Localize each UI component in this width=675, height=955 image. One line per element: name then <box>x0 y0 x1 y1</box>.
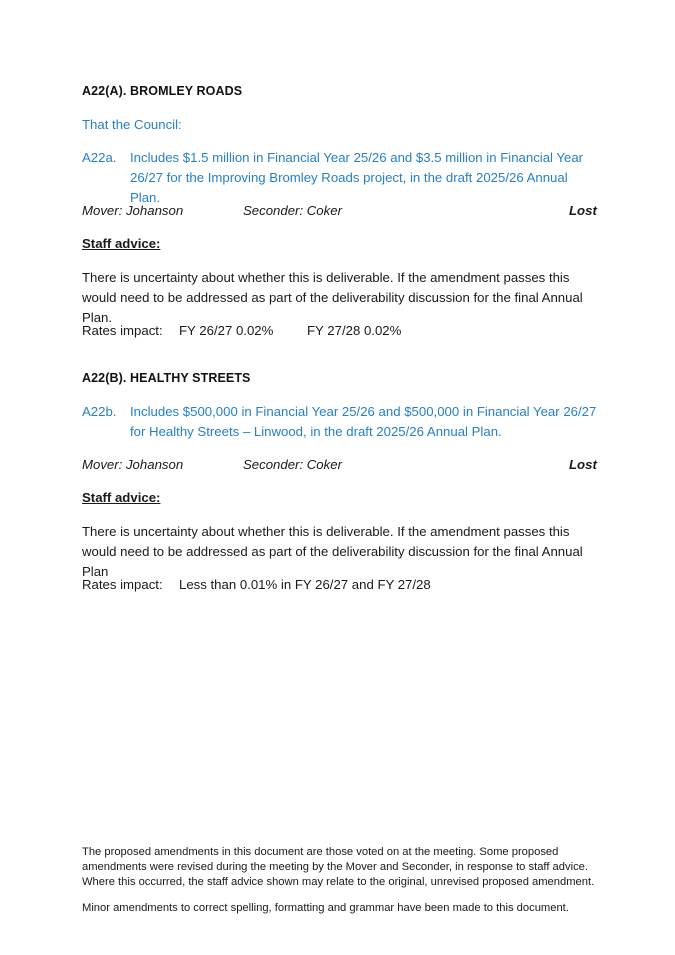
motion-label: A22b. <box>82 404 117 419</box>
seconder: Seconder: Coker <box>243 457 342 472</box>
footnote-minor-amendments: Minor amendments to correct spelling, formatting and grammar have been made to this document. <box>82 902 569 914</box>
staff-advice-text: There is uncertainty about whether this is deliverable. If the amendment passes this would need to be addressed as part of the deliverability discussion for the final Annual Plan. <box>82 270 583 325</box>
rates-impact-label: Rates impact: <box>82 323 163 338</box>
section-code: A22(A). <box>82 84 127 98</box>
vote-result: Lost <box>569 203 597 218</box>
motion-a22a <box>82 148 602 205</box>
motion-text: Includes $500,000 in Financial Year 25/26 and $500,000 in Financial Year 26/27 for Healthy Streets – Linwood, in the draft 2025/26 Annual Plan. <box>130 404 597 439</box>
rates-impact-value: FY 26/27 0.02% <box>179 323 274 338</box>
section-heading-a22b <box>82 371 251 385</box>
motion-text: Includes $1.5 million in Financial Year 25/26 and $3.5 million in Financial Year 26/27 for the Improving Bromley Roads project, in the draft 2025/26 Annual Plan. <box>130 150 584 205</box>
motion-intro: That the Council: <box>82 117 182 132</box>
section-title: HEALTHY STREETS <box>130 371 251 385</box>
rates-impact-value: Less than 0.01% in FY 26/27 and FY 27/28 <box>179 577 431 592</box>
motion-a22b <box>82 402 602 442</box>
section-title: BROMLEY ROADS <box>130 84 243 98</box>
staff-advice-heading: Staff advice: <box>82 236 161 251</box>
mover: Mover: Johanson <box>82 457 184 472</box>
footnote-voting: The proposed amendments in this document are those voted on at the meeting. Some proposed amendments were revised during the meeting by the Mover and Seconder, in response to staff advice. Where this occurred, the staff advice shown may relate to the original, unrevised proposed amendment. <box>82 846 595 888</box>
section-heading-a22a <box>82 84 242 98</box>
mover: Mover: Johanson <box>82 203 184 218</box>
motion-label: A22a. <box>82 150 117 165</box>
rates-impact-label: Rates impact: <box>82 577 163 592</box>
section-code: A22(B). <box>82 371 127 385</box>
seconder: Seconder: Coker <box>243 203 342 218</box>
staff-advice-text: There is uncertainty about whether this is deliverable. If the amendment passes this would need to be addressed as part of the deliverability discussion for the final Annual Plan <box>82 524 583 579</box>
rates-impact-value: FY 27/28 0.02% <box>307 323 402 338</box>
vote-result: Lost <box>569 457 597 472</box>
staff-advice-heading: Staff advice: <box>82 490 161 505</box>
